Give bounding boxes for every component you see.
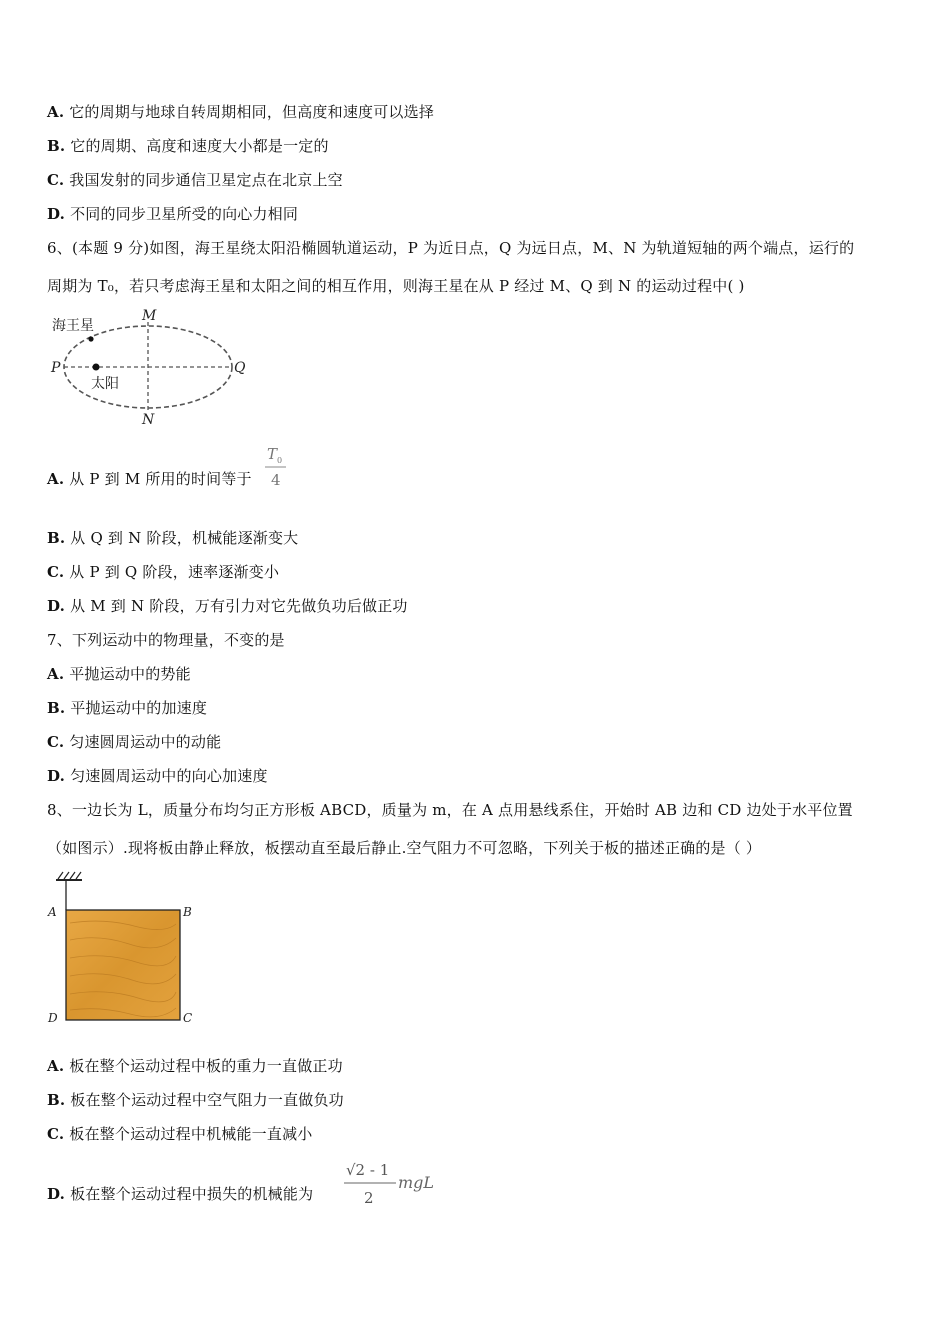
q7-option-b [47, 698, 207, 718]
fraction-sqrt2-minus1-over-2 [342, 1156, 442, 1210]
option-text: 板在整个运动过程中板的重力一直做正功 [69, 1057, 343, 1075]
option-text: 从 M 到 N 阶段，万有引力对它先做负功后做正功 [70, 597, 408, 615]
option-text: 匀速圆周运动中的向心加速度 [70, 767, 268, 785]
option-text: 板在整个运动过程中损失的机械能为 [70, 1185, 314, 1203]
option-label: C. [47, 733, 65, 751]
q7-stem: 7、下列运动中的物理量，不变的是 [47, 631, 285, 649]
q5-option-a [47, 102, 434, 122]
q8-option-c [47, 1124, 312, 1144]
q5-option-b [47, 136, 329, 156]
ceiling-hatch [58, 872, 81, 879]
option-label: B. [47, 1091, 66, 1109]
option-text: 匀速圆周运动中的动能 [69, 733, 222, 751]
option-text: 平抛运动中的势能 [69, 665, 191, 683]
q8-option-b [47, 1090, 344, 1110]
q8-stem-line1: 8、一边长为 L，质量分布均匀正方形板 ABCD，质量为 m，在 A 点用悬线系住，开始时 AB 边和 CD 边处于水平位置 [47, 801, 853, 819]
label-P: P [51, 360, 61, 376]
label-M: M [142, 308, 157, 324]
q6-option-d [47, 596, 408, 616]
option-text: 板在整个运动过程中空气阻力一直做负功 [70, 1091, 344, 1109]
frac-numerator: √2 - 1 [346, 1161, 390, 1179]
option-text: 从 Q 到 N 阶段，机械能逐渐变大 [70, 529, 299, 547]
neptune-dot [88, 336, 93, 341]
q7-option-c [47, 732, 221, 752]
option-label: D. [47, 205, 66, 223]
option-label: A. [47, 665, 65, 683]
option-text: 从 P 到 Q 阶段，速率逐渐变小 [69, 563, 280, 581]
mgl-term: mgL [398, 1173, 435, 1192]
q6-option-b [47, 528, 298, 548]
option-label: C. [47, 171, 65, 189]
option-label: B. [47, 529, 66, 547]
label-B: B [183, 905, 192, 919]
option-label: B. [47, 699, 66, 717]
frac-denominator: 2 [364, 1189, 374, 1207]
q8-option-d [47, 1184, 313, 1204]
option-label: C. [47, 563, 65, 581]
option-label: B. [47, 137, 66, 155]
option-label: A. [47, 470, 65, 488]
q6-option-c [47, 562, 279, 582]
option-text: 不同的同步卫星所受的向心力相同 [70, 205, 299, 223]
q7-option-a [47, 664, 191, 684]
option-label: A. [47, 1057, 65, 1075]
q5-option-c [47, 170, 343, 190]
q6-option-a [47, 469, 252, 489]
sun-dot [93, 364, 100, 371]
q8-stem-line2: （如图示）.现将板由静止释放，板摆动直至最后静止.空气阻力不可忽略，下列关于板的描述正确的是（ ） [47, 839, 762, 857]
q8-option-a [47, 1056, 343, 1076]
label-N: N [142, 412, 155, 428]
frac-numerator: T [267, 445, 278, 463]
label-C: C [183, 1011, 193, 1025]
option-label: A. [47, 103, 65, 121]
option-text: 从 P 到 M 所用的时间等于 [69, 470, 252, 488]
sun-label: 太阳 [91, 376, 119, 392]
q7-option-d [47, 766, 268, 786]
frac-subscript: 0 [277, 456, 283, 465]
option-text: 板在整个运动过程中机械能一直减小 [69, 1125, 313, 1143]
option-label: D. [47, 767, 66, 785]
board-figure [44, 868, 204, 1030]
option-text: 平抛运动中的加速度 [70, 699, 208, 717]
option-label: D. [47, 597, 66, 615]
option-label: D. [47, 1185, 66, 1203]
orbit-figure [48, 306, 258, 428]
label-D: D [48, 1011, 58, 1025]
neptune-label: 海王星 [52, 318, 94, 334]
option-text: 它的周期、高度和速度大小都是一定的 [70, 137, 329, 155]
option-text: 它的周期与地球自转周期相同，但高度和速度可以选择 [69, 103, 435, 121]
label-Q: Q [234, 360, 246, 376]
label-A: A [48, 905, 57, 919]
q6-stem-line2: 周期为 T₀，若只考虑海王星和太阳之间的相互作用，则海王星在从 P 经过 M、Q 到 N 的运动过程中( ) [47, 277, 745, 295]
option-text: 我国发射的同步通信卫星定点在北京上空 [69, 171, 343, 189]
option-label: C. [47, 1125, 65, 1143]
q5-option-d [47, 204, 298, 224]
fraction-t0-over-4 [262, 442, 292, 492]
q6-stem-line1: 6、(本题 9 分)如图，海王星绕太阳沿椭圆轨道运动，P 为近日点，Q 为远日点，M、N 为轨道短轴的两个端点，运行的 [47, 239, 855, 257]
frac-denominator: 4 [271, 471, 281, 489]
